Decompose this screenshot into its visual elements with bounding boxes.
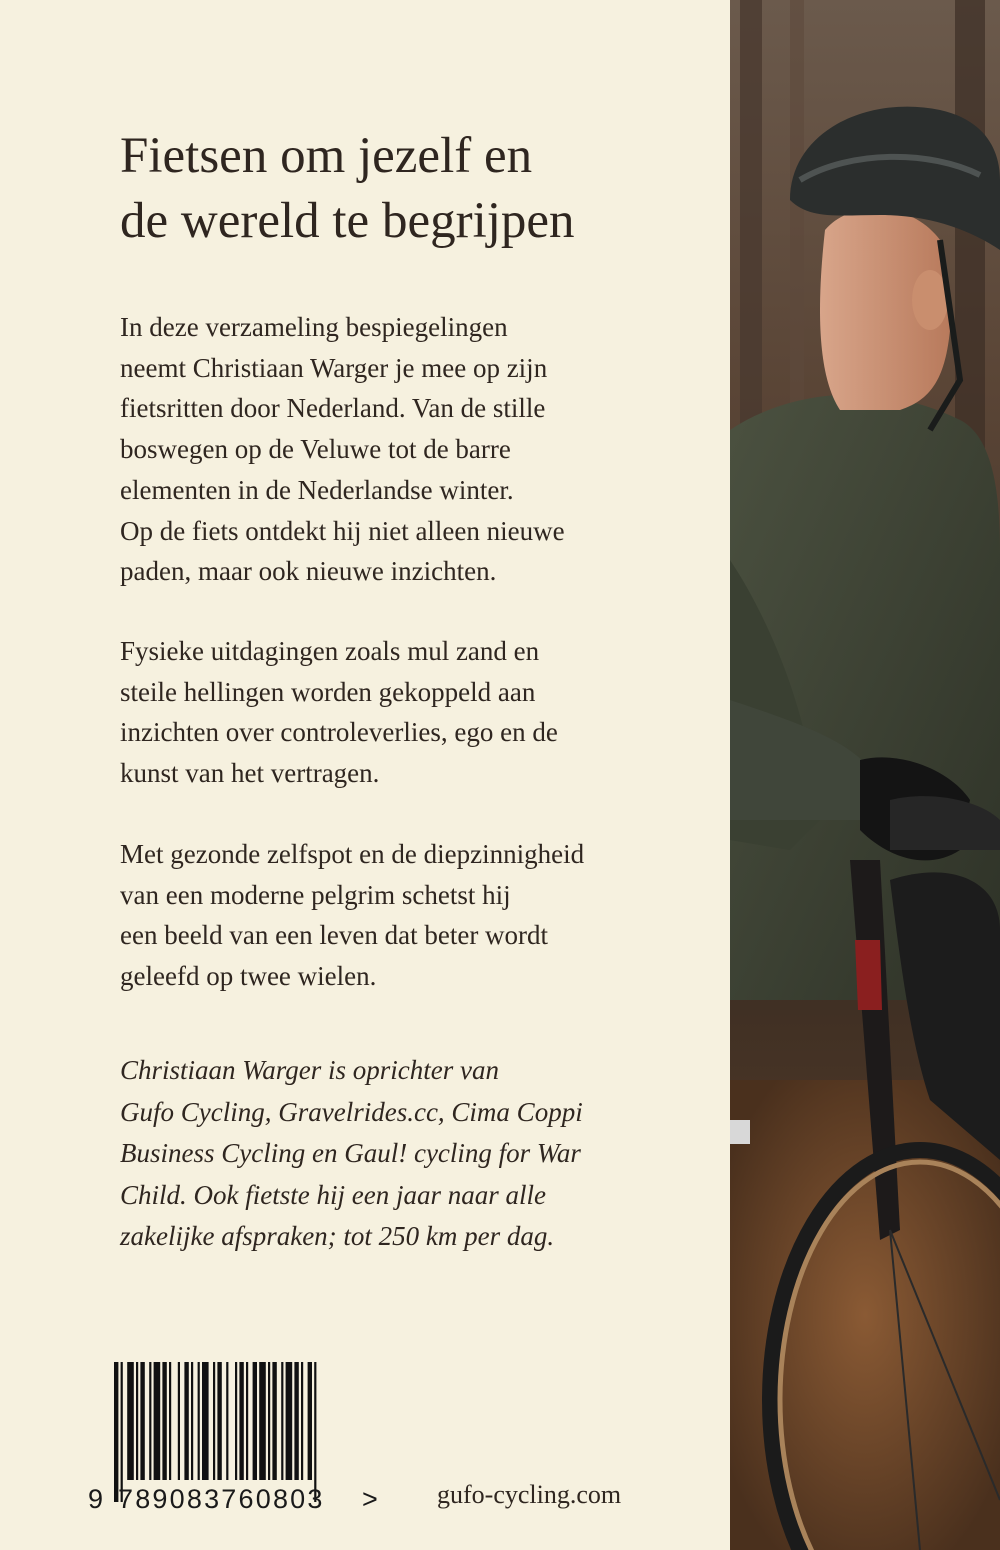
barcode-bar [169, 1362, 171, 1480]
isbn-barcode [86, 1362, 386, 1492]
barcode-bar [294, 1362, 298, 1480]
text-line: fietsritten door Nederland. Van de stille [120, 393, 546, 424]
isbn-end-mark: > [362, 1484, 379, 1514]
barcode-bar [272, 1362, 276, 1480]
barcode-bar [136, 1362, 138, 1480]
text-line: elementen in de Nederlandse winter. [120, 474, 514, 505]
text-line: Business Cycling en Gaul! cycling for War [120, 1138, 581, 1168]
barcode-bar [162, 1362, 166, 1480]
barcode-bar [140, 1362, 144, 1480]
barcode-bar [281, 1362, 283, 1480]
text-line: kunst van het vertragen. [120, 758, 380, 789]
text-line: neemt Christiaan Warger je mee op zijn [120, 352, 548, 383]
cover-title [120, 124, 720, 254]
title-line: de wereld te begrijpen [120, 193, 575, 249]
barcode-bar [198, 1362, 200, 1480]
barcode-bar [213, 1362, 215, 1480]
barcode-bar [259, 1362, 266, 1480]
description-paragraph-3 [120, 834, 720, 997]
barcode-bar [268, 1362, 270, 1480]
barcode-bar [226, 1362, 228, 1480]
publisher-website: gufo-cycling.com [437, 1480, 622, 1509]
barcode-icon [114, 1362, 374, 1502]
barcode-bar [202, 1362, 209, 1480]
barcode-bar [246, 1362, 248, 1480]
cyclist-photo [730, 0, 1000, 1550]
text-line: een beeld van een leven dat beter wordt [120, 920, 549, 951]
barcode-bar [308, 1362, 312, 1480]
barcode-bar [301, 1362, 303, 1480]
barcode-bar [239, 1362, 243, 1480]
barcode-bar [253, 1362, 257, 1480]
barcode-bar [127, 1362, 134, 1480]
text-line: Fysieke uitdagingen zoals mul zand en [120, 636, 540, 666]
barcode-bar [114, 1362, 118, 1502]
barcode-bar [286, 1362, 293, 1480]
description-paragraph-2 [120, 631, 720, 794]
title-line: Fietsen om jezelf en [120, 128, 533, 184]
isbn-digits: 789083760803 [118, 1484, 325, 1514]
author-bio [120, 1050, 720, 1258]
text-line: In deze verzameling bespiegelingen [120, 312, 508, 342]
text-line: boswegen op de Veluwe tot de barre [120, 434, 511, 465]
text-line: Child. Ook fietste hij een jaar naar alle [120, 1179, 546, 1210]
text-line: Met gezonde zelfspot en de diepzinnigheid [120, 839, 585, 869]
barcode-bar [121, 1362, 123, 1502]
text-line: Op de fiets ontdekt hij niet alleen nieuwe [120, 515, 565, 546]
text-line: Gufo Cycling, Gravelrides.cc, Cima Coppi [120, 1096, 583, 1127]
barcode-bar [149, 1362, 151, 1480]
barcode-bar [314, 1362, 316, 1502]
barcode-bar [217, 1362, 221, 1480]
text-line: van een moderne pelgrim schetst hij [120, 879, 511, 910]
barcode-bar [184, 1362, 188, 1480]
text-line: paden, maar ook nieuwe inzichten. [120, 556, 497, 587]
text-line: steile hellingen worden gekoppeld aan [120, 676, 536, 707]
cyclist-photo-icon [730, 0, 1000, 1550]
isbn-lead-digit: 9 [88, 1484, 105, 1514]
description-paragraph-1 [120, 307, 720, 592]
barcode-bar [191, 1362, 193, 1480]
text-line: Christiaan Warger is oprichter van [120, 1055, 500, 1085]
text-line: zakelijke afspraken; tot 250 km per dag. [120, 1221, 555, 1251]
barcode-bar [235, 1362, 237, 1480]
text-line: geleefd op twee wielen. [120, 961, 377, 992]
barcode-bar [178, 1362, 180, 1480]
text-line: inzichten over controleverlies, ego en de [120, 717, 558, 748]
barcode-bar [154, 1362, 161, 1480]
